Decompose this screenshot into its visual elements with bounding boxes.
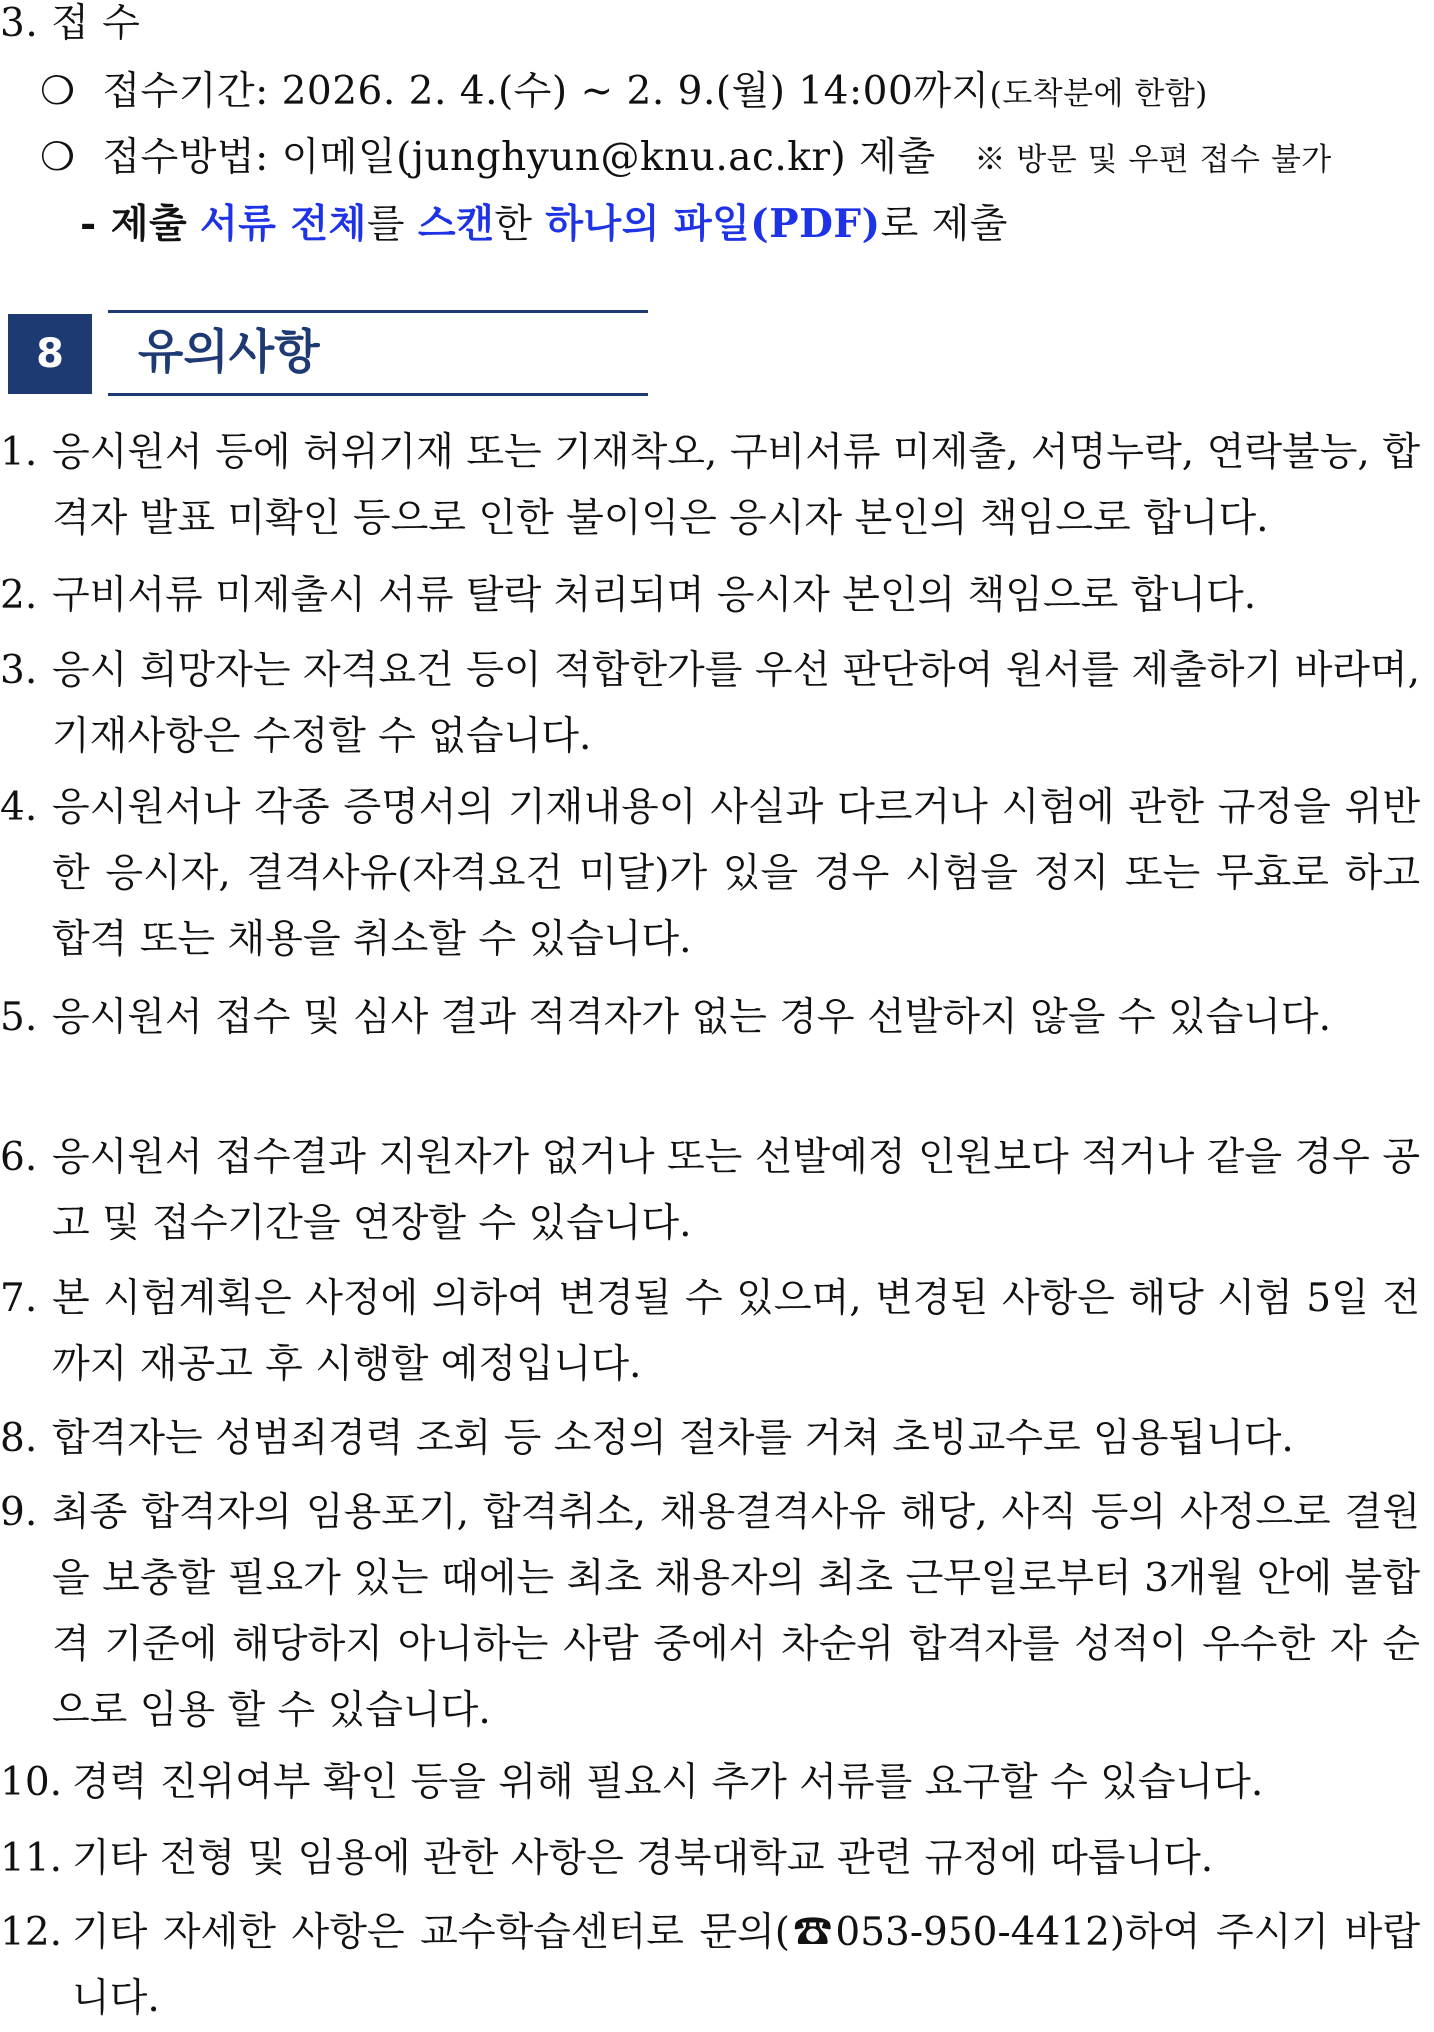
list-item-text: 합격자는 성범죄경력 조회 등 소정의 절차를 거쳐 초빙교수로 임용됩니다. <box>52 1416 1294 1461</box>
bullet-circle-icon: ❍ <box>40 135 76 180</box>
list-item <box>0 1480 1420 1744</box>
reception-method <box>40 134 1332 184</box>
submission-instruction <box>80 200 1008 249</box>
list-item-number: 12. <box>0 1910 63 1955</box>
list-item-text: 응시원서 등에 허위기재 또는 기재착오, 구비서류 미제출, 서명누락, 연락불능, 합격자 발표 미확인 등으로 인한 불이익은 응시자 본인의 책임으로 합니다. <box>52 430 1420 541</box>
list-item-number: 5. <box>0 995 38 1040</box>
list-item-text: 경력 진위여부 확인 등을 위해 필요시 추가 서류를 요구할 수 있습니다. <box>72 1760 1264 1805</box>
submit-text: 한 <box>494 202 533 247</box>
list-item-text: 응시 희망자는 자격요건 등이 적합한가를 우선 판단하여 원서를 제출하기 바라며, 기재사항은 수정할 수 없습니다. <box>52 648 1420 759</box>
bullet-circle-icon: ❍ <box>40 69 76 114</box>
section-number-badge: 8 <box>8 314 92 394</box>
section-heading-reception: 3. 접 수 <box>0 1 141 46</box>
list-item <box>0 985 1420 1051</box>
list-item-text: 최종 합격자의 임용포기, 합격취소, 채용결격사유 해당, 사직 등의 사정으로 결원을 보충할 필요가 있는 때에는 최초 채용자의 최초 근무일로부터 3개월 안에 불합격 기준에 해당하지 아니하는 사람 중에서 차순위 합격자를 성적이 우수한 자 순으로 임용 할 수 있습니다. <box>52 1490 1420 1733</box>
submit-text: 로 제출 <box>880 202 1008 247</box>
list-item <box>0 563 1420 629</box>
list-item-number: 1. <box>0 430 38 475</box>
reception-method-note: ※ 방문 및 우편 접수 불가 <box>974 142 1332 178</box>
list-item-text: 기타 전형 및 임용에 관한 사항은 경북대학교 관련 규정에 따릅니다. <box>72 1836 1214 1881</box>
list-item <box>0 775 1420 973</box>
submit-text: 를 <box>366 202 405 247</box>
submit-all-docs: 서류 전체 <box>200 201 367 247</box>
submit-scan: 스캔 <box>417 201 495 247</box>
list-item <box>0 1125 1420 1257</box>
list-item <box>0 1266 1420 1398</box>
submit-dash: - 제출 <box>80 201 188 247</box>
list-item <box>0 1750 1420 1816</box>
list-item-text: 본 시험계획은 사정에 의하여 변경될 수 있으며, 변경된 사항은 해당 시험 5일 전까지 재공고 후 시행할 예정입니다. <box>52 1276 1420 1387</box>
list-item-number: 7. <box>0 1276 38 1321</box>
list-item-number: 4. <box>0 785 38 830</box>
list-item-number: 2. <box>0 573 38 618</box>
list-item <box>0 1900 1420 2032</box>
list-item-text: 응시원서 접수결과 지원자가 없거나 또는 선발예정 인원보다 적거나 같을 경우 공고 및 접수기간을 연장할 수 있습니다. <box>52 1135 1420 1246</box>
list-item <box>0 1826 1420 1892</box>
reception-period-note: (도착분에 한함) <box>989 76 1208 112</box>
list-item <box>0 1406 1420 1472</box>
list-item-text: 응시원서나 각종 증명서의 기재내용이 사실과 다르거나 시험에 관한 규정을 위반한 응시자, 결격사유(자격요건 미달)가 있을 경우 시험을 정지 또는 무효로 하고 합격 또는 채용을 취소할 수 있습니다. <box>52 785 1420 962</box>
list-item <box>0 420 1420 552</box>
list-item-text: 기타 자세한 사항은 교수학습센터로 문의(☎053-950-4412)하여 주시기 바랍니다. <box>72 1910 1420 2021</box>
list-item-text: 응시원서 접수 및 심사 결과 적격자가 없는 경우 선발하지 않을 수 있습니다. <box>52 995 1331 1040</box>
submit-single-pdf: 하나의 파일(PDF) <box>545 201 881 247</box>
reception-method-text: 접수방법: 이메일(junghyun@knu.ac.kr) 제출 <box>102 135 936 180</box>
reception-period-text: 접수기간: 2026. 2. 4.(수) ~ 2. 9.(월) 14:00까지 <box>102 69 990 114</box>
list-item-text: 구비서류 미제출시 서류 탈락 처리되며 응시자 본인의 책임으로 합니다. <box>52 573 1257 618</box>
list-item-number: 8. <box>0 1416 38 1461</box>
list-item-number: 9. <box>0 1490 38 1535</box>
list-item-number: 3. <box>0 648 38 693</box>
list-item <box>0 638 1420 770</box>
list-item-number: 6. <box>0 1135 38 1180</box>
reception-period <box>40 68 1208 118</box>
list-item-number: 11. <box>0 1836 63 1881</box>
list-item-number: 10. <box>0 1760 63 1805</box>
section-title: 유의사항 <box>108 310 648 396</box>
